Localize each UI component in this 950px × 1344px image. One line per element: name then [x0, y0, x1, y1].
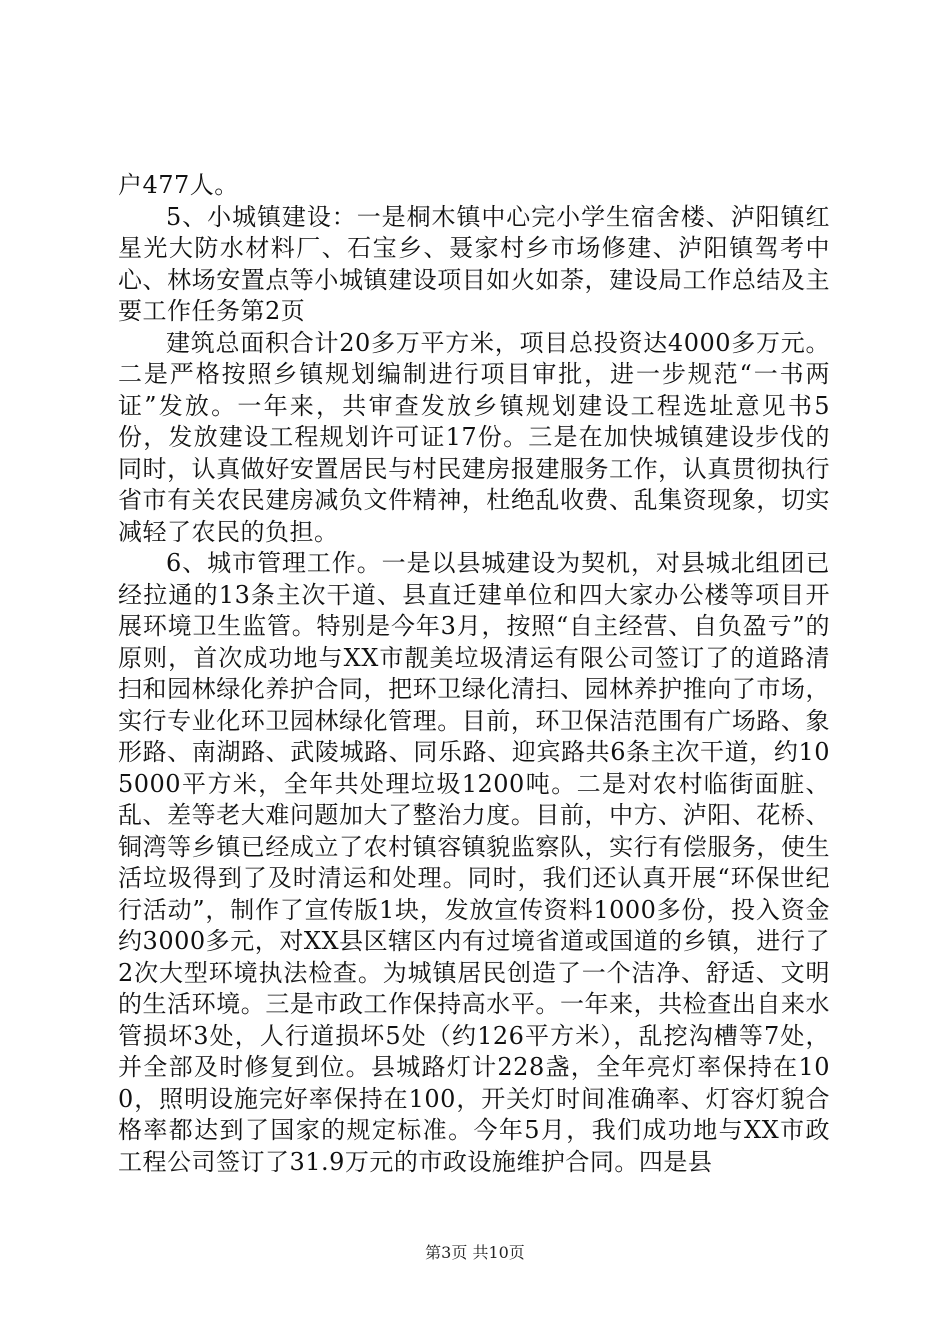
paragraph-continuation: 户477人。: [118, 171, 239, 199]
paragraph-building-area: 建筑总面积合计20多万平方米，项目总投资达4000多万元。二是严格按照乡镇规划编制进行项目审批，进一步规范“一书两证”发放。一年来，共审查发放乡镇规划建设工程选址意见书5份，发放建设工程规划许可证17份。三是在加快城镇建设步伐的同时，认真做好安置居民与村民建房报建服务工作，认真贯彻执行省市有关农民建房减负文件精神，杜绝乱收费、乱集资现象，切实减轻了农民的负担。: [118, 328, 830, 546]
document-body: [118, 170, 830, 1178]
paragraph-small-town-construction: 5、小城镇建设：一是桐木镇中心完小学生宿舍楼、泸阳镇红星光大防水材料厂、石宝乡、聂家村乡市场修建、泸阳镇驾考中心、林场安置点等小城镇建设项目如火如荼，建设局工作总结及主要工作任务第2页: [118, 202, 830, 325]
page-number-footer: 第3页 共10页: [425, 1243, 525, 1262]
paragraph-city-management: 6、城市管理工作。一是以县城建设为契机，对县城北组团已经拉通的13条主次干道、县直迁建单位和四大家办公楼等项目开展环境卫生监管。特别是今年3月，按照“自主经营、自负盈亏”的原则，首次成功地与XX市靓美垃圾清运有限公司签订了的道路清扫和园林绿化养护合同，把环卫绿化清扫、园林养护推向了市场，实行专业化环卫园林绿化管理。目前，环卫保洁范围有广场路、象形路、南湖路、武陵城路、同乐路、迎宾路共6条主次干道，约105000平方米，全年共处理垃圾1200吨。二是对农村临街面脏、乱、差等老大难问题加大了整治力度。目前，中方、泸阳、花桥、铜湾等乡镇已经成立了农村镇容镇貌监察队，实行有偿服务，使生活垃圾得到了及时清运和处理。同时，我们还认真开展“环保世纪行活动”，制作了宣传版1块，发放宣传资料1000多份，投入资金约3000多元，对XX县区辖区内有过境省道或国道的乡镇，进行了2次大型环境执法检查。为城镇居民创造了一个洁净、舒适、文明的生活环境。三是市政工作保持高水平。一年来，共检查出自来水管损坏3处，人行道损坏5处（约126平方米），乱挖沟槽等7处，并全部及时修复到位。县城路灯计228盏，全年亮灯率保持在100，照明设施完好率保持在100，开关灯时间准确率、灯容灯貌合格率都达到了国家的规定标准。今年5月，我们成功地与XX市政工程公司签订了31.9万元的市政设施维护合同。四是县: [118, 549, 830, 1176]
